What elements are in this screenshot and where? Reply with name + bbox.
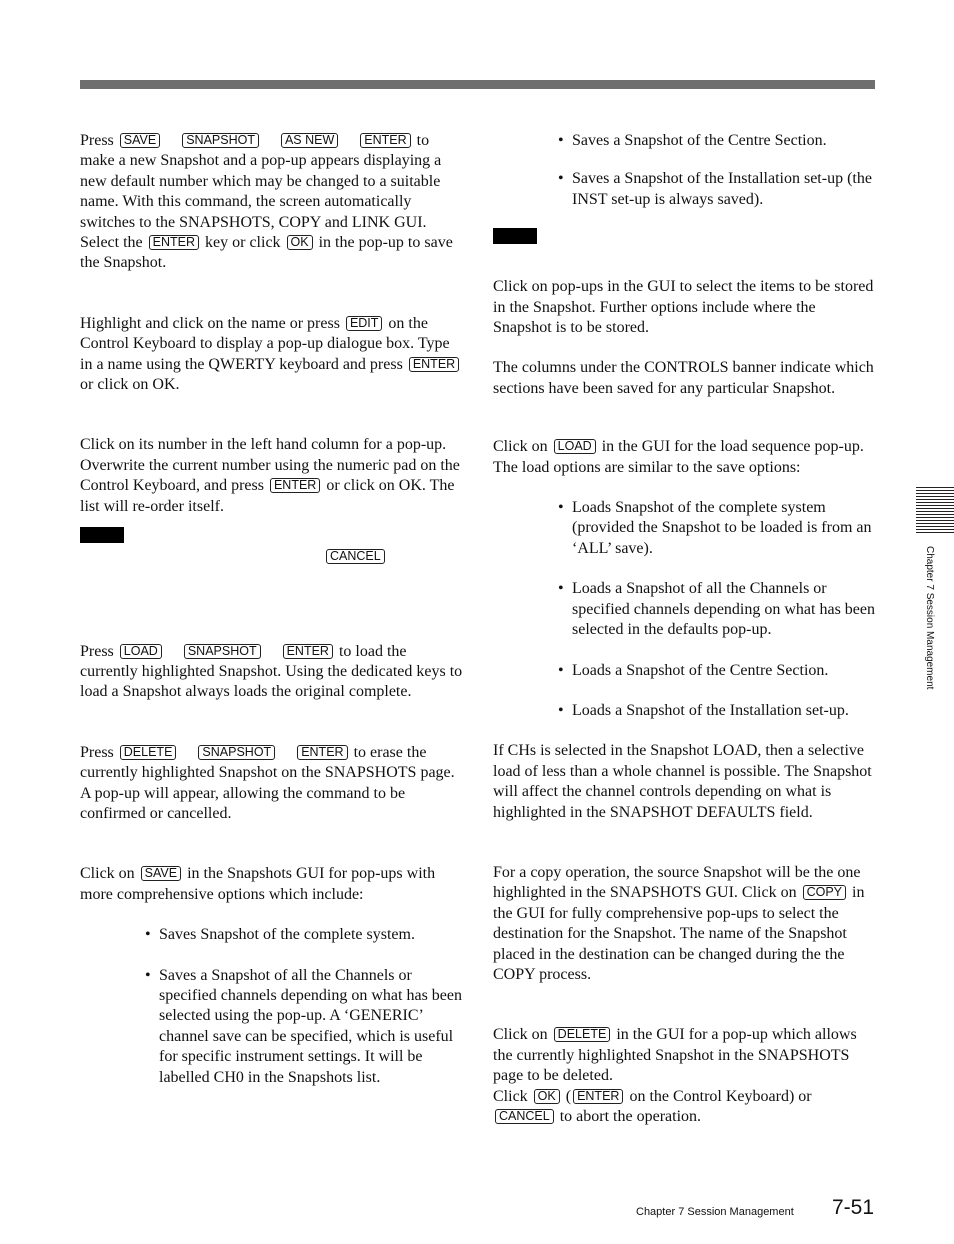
popups-paragraph: Click on pop-ups in the GUI to select the items to be stored in the Snapshot. Further options include where the Snapshot is to be stored. xyxy=(493,278,874,337)
list-item: • Saves Snapshot of the complete system. xyxy=(145,925,465,945)
save-gui-paragraph xyxy=(80,864,465,905)
note-block xyxy=(80,527,465,567)
edit-key: EDIT xyxy=(346,316,382,331)
save-options-list-continued xyxy=(558,131,878,210)
rename-paragraph xyxy=(80,314,465,396)
enter-key: ENTER xyxy=(270,478,320,493)
load-key: LOAD xyxy=(554,439,596,454)
list-item: • Saves a Snapshot of the Centre Section. xyxy=(558,131,878,151)
text: Press xyxy=(80,132,114,149)
text: on the Control Keyboard) or xyxy=(629,1087,812,1105)
text: to load the currently highlighted Snapshot. Using the dedicated keys to load a Snapshot always loads the original complete. xyxy=(80,642,463,701)
text: Press xyxy=(80,642,114,660)
text: Click xyxy=(493,1087,528,1105)
footer-chapter: Chapter 7 Session Management xyxy=(636,1206,794,1218)
right-column xyxy=(493,131,878,1127)
delete-paragraph xyxy=(80,743,465,825)
text: Click on xyxy=(493,1026,548,1044)
snapshot-key: SNAPSHOT xyxy=(198,745,275,760)
note-marker xyxy=(80,527,124,543)
delete-key: DELETE xyxy=(120,745,177,760)
ok-key: OK xyxy=(534,1089,560,1104)
left-column xyxy=(80,131,465,1088)
text: to make a new Snapshot and a pop-up appears displaying a new default number which may be changed to a suitable name. With this command, the screen automatically switches to the SNAPSHOTS, COPY and LINK GUI. Select the xyxy=(80,132,442,252)
enter-key: ENTER xyxy=(297,745,347,760)
save-as-new-paragraph xyxy=(80,131,465,274)
ok-key: OK xyxy=(287,235,313,250)
list-item: • Saves a Snapshot of all the Channels or specified channels depending on what has been selected using the pop-up. A ‘GENERIC’ channel save can be specified, which is useful for specific instrument settings. It will be labelled CH0 in the Snapshots list. xyxy=(145,966,465,1088)
text: Click on xyxy=(80,865,135,883)
enter-key: ENTER xyxy=(283,644,333,659)
note-marker xyxy=(493,228,537,244)
text: in the GUI for a pop-up which allows the currently highlighted Snapshot in the SNAPSHOTS page to be deleted. xyxy=(493,1026,857,1085)
save-key: SAVE xyxy=(120,133,160,148)
text: to erase the currently highlighted Snapshot on the SNAPSHOTS page. A pop-up will appear, allowing the command to be confirmed or cancelled. xyxy=(80,743,455,822)
as-new-key: AS NEW xyxy=(281,133,338,148)
text: or click on OK. The list will re-order itself. xyxy=(80,477,455,515)
cancel-key: CANCEL xyxy=(495,1109,554,1124)
text: on the Control Keyboard to display a pop-up dialogue box. Type in a name using the QWERTY keyboard and press xyxy=(80,314,450,373)
text: For a copy operation, the source Snapshot will be the one highlighted in the SNAPSHOTS GUI. Click on xyxy=(493,863,861,902)
copy-key: COPY xyxy=(803,885,846,900)
selective-load-paragraph: If CHs is selected in the Snapshot LOAD, then a selective load of less than a whole channel is possible. The Snapshot will affect the channel controls depending on what is highlighted in the SNAPSHOT DEFAULTS field. xyxy=(493,742,872,821)
list-item: • Loads a Snapshot of all the Channels or specified channels depending on what has been selected in the defaults pop-up. xyxy=(558,579,878,640)
text: to abort the operation. xyxy=(559,1108,702,1125)
list-item: • Loads a Snapshot of the Installation set-up. xyxy=(558,701,878,721)
text: Press xyxy=(80,743,114,761)
chapter-tab-marker xyxy=(916,487,954,535)
load-key: LOAD xyxy=(120,644,162,659)
text: in the pop-up to save the Snapshot. xyxy=(80,234,453,272)
note-line xyxy=(324,547,465,567)
enter-key: ENTER xyxy=(573,1089,623,1104)
text: key or click xyxy=(205,234,281,252)
text: ( xyxy=(565,1087,572,1105)
enter-key: ENTER xyxy=(360,133,410,148)
text: Click on xyxy=(493,438,548,456)
list-item: • Saves a Snapshot of the Installation set-up (the INST set-up is always saved). xyxy=(558,169,878,210)
delete-key: DELETE xyxy=(554,1027,611,1042)
list-item: • Loads a Snapshot of the Centre Section. xyxy=(558,661,878,681)
text: Highlight and click on the name or press xyxy=(80,314,340,332)
renumber-paragraph xyxy=(80,435,465,517)
list-item: • Loads Snapshot of the complete system (provided the Snapshot to be loaded is from an ‘ALL’ save). xyxy=(558,498,878,559)
enter-key: ENTER xyxy=(409,357,459,372)
snapshot-key: SNAPSHOT xyxy=(184,644,261,659)
chapter-side-label: Chapter 7 Session Management xyxy=(924,546,935,690)
text: or click on OK. xyxy=(80,376,180,394)
load-paragraph xyxy=(80,642,465,703)
controls-paragraph: The columns under the CONTROLS banner indicate which sections have been saved for any particular Snapshot. xyxy=(493,359,874,397)
text: in the GUI for fully comprehensive pop-ups to select the destination for the Snapshot. The name of the Snapshot placed in the destination can be changed during the the COPY process. xyxy=(493,884,865,983)
cancel-key: CANCEL xyxy=(326,549,385,564)
enter-key: ENTER xyxy=(149,235,199,250)
text: Click on its number in the left hand column for a pop-up. Overwrite the current number using the numeric pad on the Control Keyboard, and press xyxy=(80,436,460,495)
page-number: 7-51 xyxy=(832,1196,875,1219)
copy-paragraph xyxy=(493,863,878,985)
save-options-list xyxy=(145,925,465,1088)
snapshot-key: SNAPSHOT xyxy=(182,133,259,148)
text: in the GUI for the load sequence pop-up. The load options are similar to the save options: xyxy=(493,438,864,476)
header-rule xyxy=(80,80,875,89)
delete-gui-paragraph xyxy=(493,1025,878,1127)
save-key: SAVE xyxy=(141,866,181,881)
text: in the Snapshots GUI for pop-ups with more comprehensive options which include: xyxy=(80,865,436,903)
load-options-list xyxy=(558,498,878,721)
load-gui-paragraph xyxy=(493,437,878,478)
